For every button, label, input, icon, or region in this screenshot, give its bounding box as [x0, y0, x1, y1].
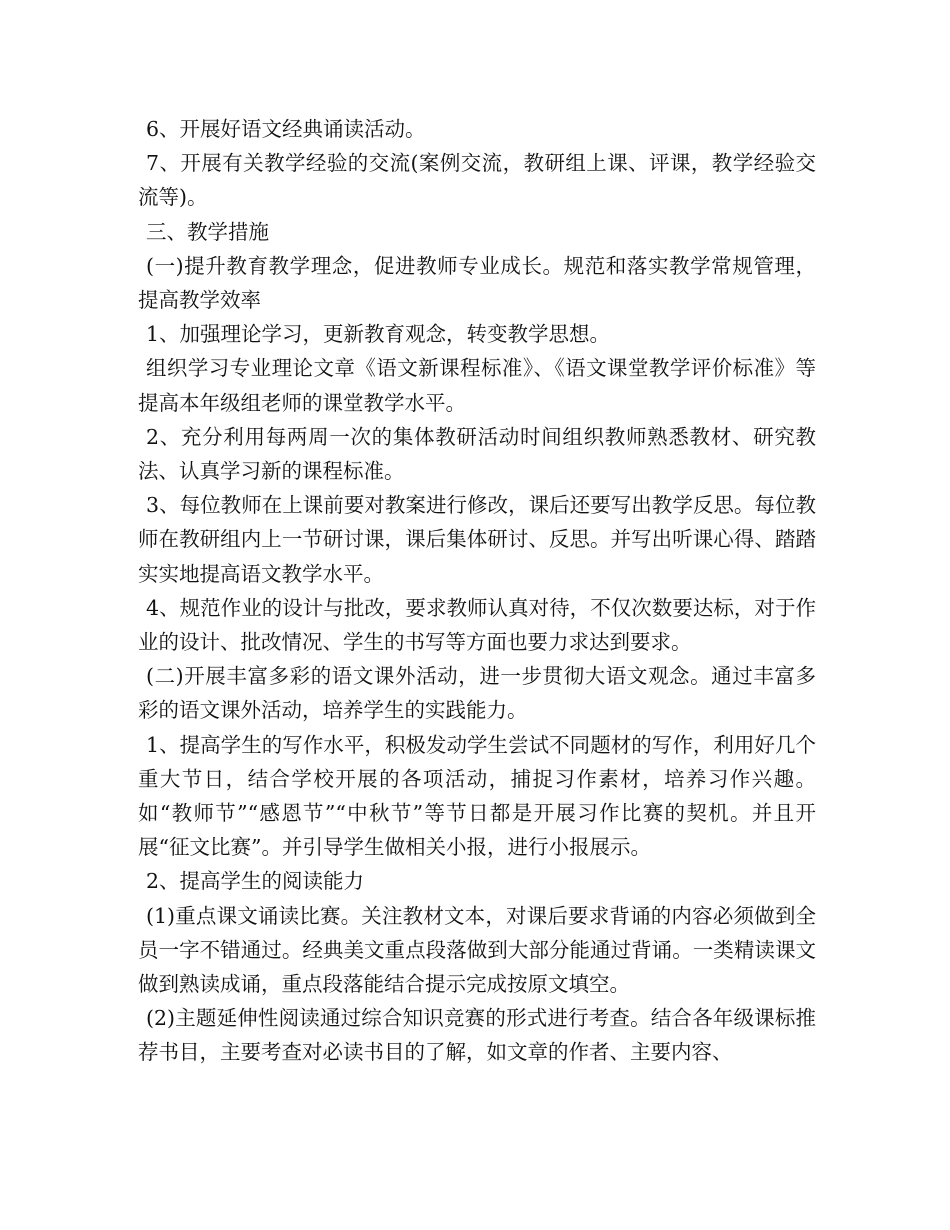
paragraph-activity-2: 2、提高学生的阅读能力 — [146, 869, 365, 894]
subsection-heading-1: (一)提升教育教学理念，促进教师专业成长。规范和落实教学常规管理，提高教学效率 — [138, 253, 816, 313]
paragraph-item-7: 7、开展有关教学经验的交流(案例交流，教研组上课、评课，教学经验交流等)。 — [138, 151, 816, 210]
paragraph-study-standards: 组织学习专业理论文章《语文新课程标准》、《语文课堂教学评价标准》等提高本年级组老师的课堂教学水平。 — [138, 356, 816, 415]
subsection-heading-2: (二)开展丰富多彩的语文课外活动，进一步贯彻大语文观念。通过丰富多彩的语文课外活动，培养学生的实践能力。 — [138, 664, 816, 723]
paragraph-measure-4: 4、规范作业的设计与批改，要求教师认真对待，不仅次数要达标，对于作业的设计、批改情况、学生的书写等方面也要力求达到要求。 — [138, 595, 816, 655]
section-heading-teaching-measures: 三、教学措施 — [146, 219, 269, 244]
paragraph-reading-1: (1)重点课文诵读比赛。关注教材文本，对课后要求背诵的内容必须做到全员一字不错通过。经典美文重点段落做到大部分能通过背诵。一类精读课文做到熟读成诵，重点段落能结合提示完成按原文填空。 — [138, 903, 816, 997]
paragraph-measure-3: 3、每位教师在上课前要对教案进行修改，课后还要写出教学反思。每位教师在教研组内上一节研讨课，课后集体研讨、反思。并写出听课心得、踏踏实实地提高语文教学水平。 — [138, 493, 816, 586]
paragraph-measure-1: 1、加强理论学习，更新教育观念，转变教学思想。 — [146, 322, 611, 347]
document-body — [138, 112, 816, 1070]
paragraph-reading-2: (2)主题延伸性阅读通过综合知识竞赛的形式进行考查。结合各年级课标推荐书目，主要考查对必读书目的了解，如文章的作者、主要内容、 — [138, 1006, 816, 1065]
paragraph-activity-1: 1、提高学生的写作水平，积极发动学生尝试不同题材的写作，利用好几个重大节日，结合学校开展的各项活动，捕捉习作素材，培养习作兴趣。如“教师节”“感恩节”“中秋节”等节日都是开展习作比赛的契机。并且开展“征文比赛”。并引导学生做相关小报，进行小报展示。 — [138, 732, 816, 860]
paragraph-measure-2: 2、充分利用每两周一次的集体教研活动时间组织教师熟悉教材、研究教法、认真学习新的课程标准。 — [138, 424, 816, 484]
paragraph-item-6: 6、开展好语文经典诵读活动。 — [146, 117, 426, 141]
